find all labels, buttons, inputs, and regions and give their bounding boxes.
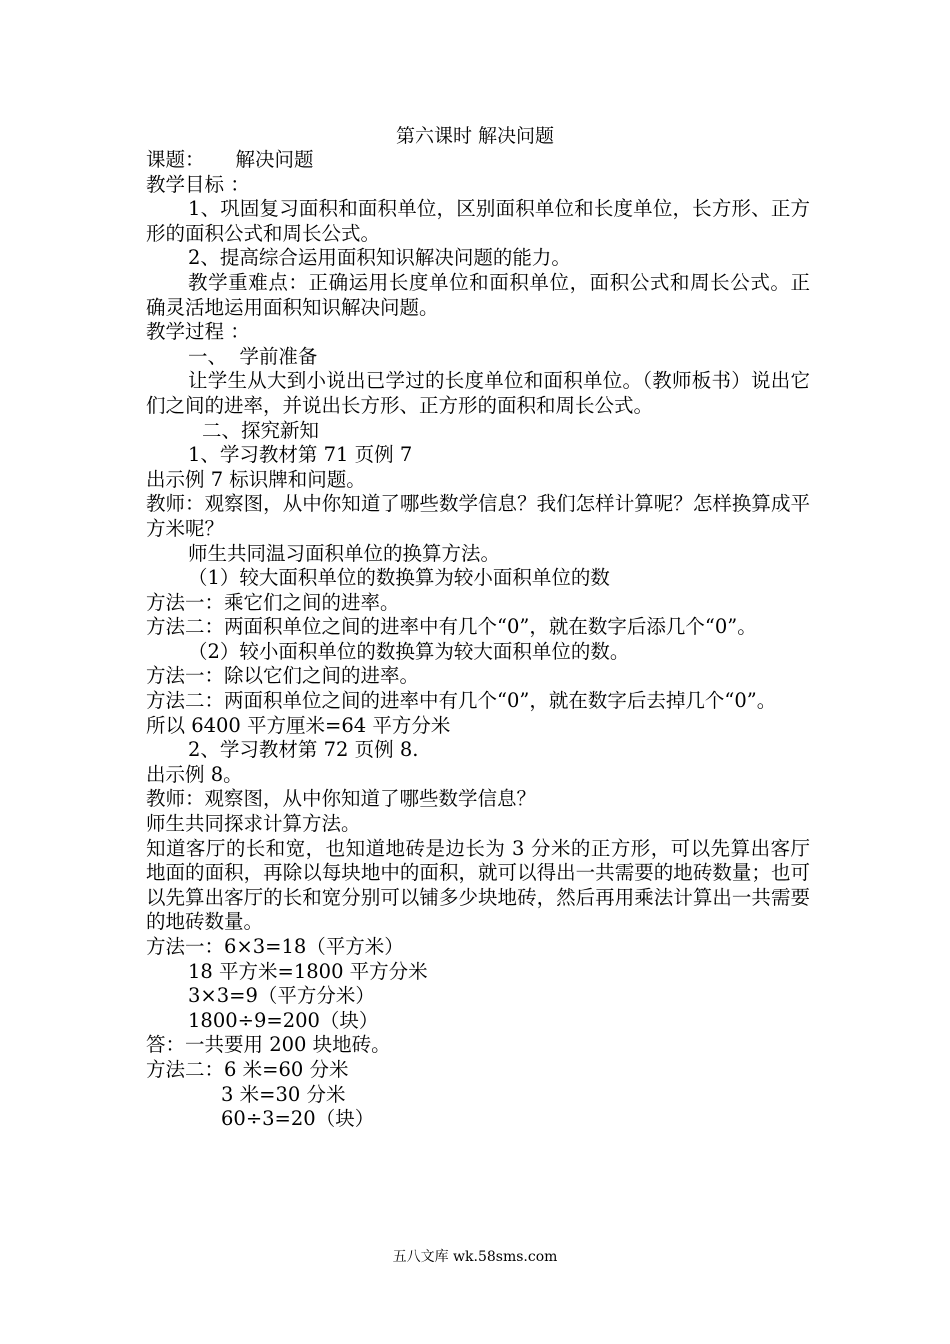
method-one-step-3: 3×3=9（平方分米） [188,984,375,1008]
explore-method: 师生共同探求计算方法。 [146,812,361,836]
method-1-divide: 方法一：除以它们之间的进率。 [146,664,420,688]
teacher-question-2: 教师：观察图，从中你知道了哪些数学信息？ [146,787,537,811]
explanation-text: 知道客厅的长和宽，也知道地砖是边长为 3 分米的正方形，可以先算出客厅地面的面积，再除以每块地中的面积，就可以得出一共需要的地砖数量；也可以先算出客厅的长和宽分别可以铺多少块地砖，然后再用乘法计算出一共需要的地砖数量。 [146,836,810,934]
section-two-heading: 二、探究新知 [202,418,320,442]
answer-text: 答：一共要用 200 块地砖。 [146,1033,391,1057]
method-two-step-3: 60÷3=20（块） [221,1107,375,1131]
method-2-remove-zeros: 方法二：两面积单位之间的进率中有几个“0”，就在数字后去掉几个“0”。 [146,689,777,713]
show-example-7: 出示例 7 标识牌和问题。 [146,467,366,491]
conversion-result: 所以 6400 平方厘米=64 平方分米 [146,713,451,737]
teacher-question-1: 教师：观察图，从中你知道了哪些数学信息？我们怎样计算呢？怎样换算成平方米呢？ [146,492,810,540]
case-smaller-to-larger: （2）较小面积单位的数换算为较大面积单位的数。 [188,639,630,663]
objective-1: 1、巩固复习面积和面积单位，区别面积单位和长度单位，长方形、正方形的面积公式和周长公式。 [146,197,810,245]
document-body [146,148,810,1132]
objective-2: 2、提高综合运用面积知识解决问题的能力。 [188,246,571,270]
method-2-add-zeros: 方法二：两面积单位之间的进率中有几个“0”，就在数字后添几个“0”。 [146,615,757,639]
study-example-8: 2、学习教材第 72 页例 8. [188,738,419,762]
lesson-topic: 课题： 解决问题 [146,148,314,171]
section-one-heading: 一、 学前准备 [188,344,318,368]
preparation-text: 让学生从大到小说出已学过的长度单位和面积单位。（教师板书）说出它们之间的进率，并说出长方形、正方形的面积和周长公式。 [146,369,810,417]
case-larger-to-smaller: （1）较大面积单位的数换算为较小面积单位的数 [188,566,610,590]
footer-watermark: 五八文库 wk.58sms.com [392,1249,558,1265]
review-conversion: 师生共同温习面积单位的换算方法。 [188,541,501,565]
study-example-7: 1、学习教材第 71 页例 7 [188,443,413,467]
method-two-step-2: 3 米=30 分米 [221,1082,346,1106]
key-difficulties: 教学重难点：正确运用长度单位和面积单位，面积公式和周长公式。正确灵活地运用面积知识解决问题。 [146,270,810,319]
page-title: 第六课时 解决问题 [395,125,555,147]
method-1-multiply: 方法一：乘它们之间的进率。 [146,590,400,614]
method-one-step-2: 18 平方米=1800 平方分米 [188,959,428,983]
method-two-step-1: 方法二：6 米=60 分米 [146,1057,349,1081]
heading-process: 教学过程 ： [146,320,250,344]
show-example-8: 出示例 8。 [146,762,243,786]
heading-objectives: 教学目标 ： [146,172,250,196]
method-one-step-1: 方法一：6×3=18（平方米） [146,935,404,958]
method-one-step-4: 1800÷9=200（块） [188,1008,379,1032]
